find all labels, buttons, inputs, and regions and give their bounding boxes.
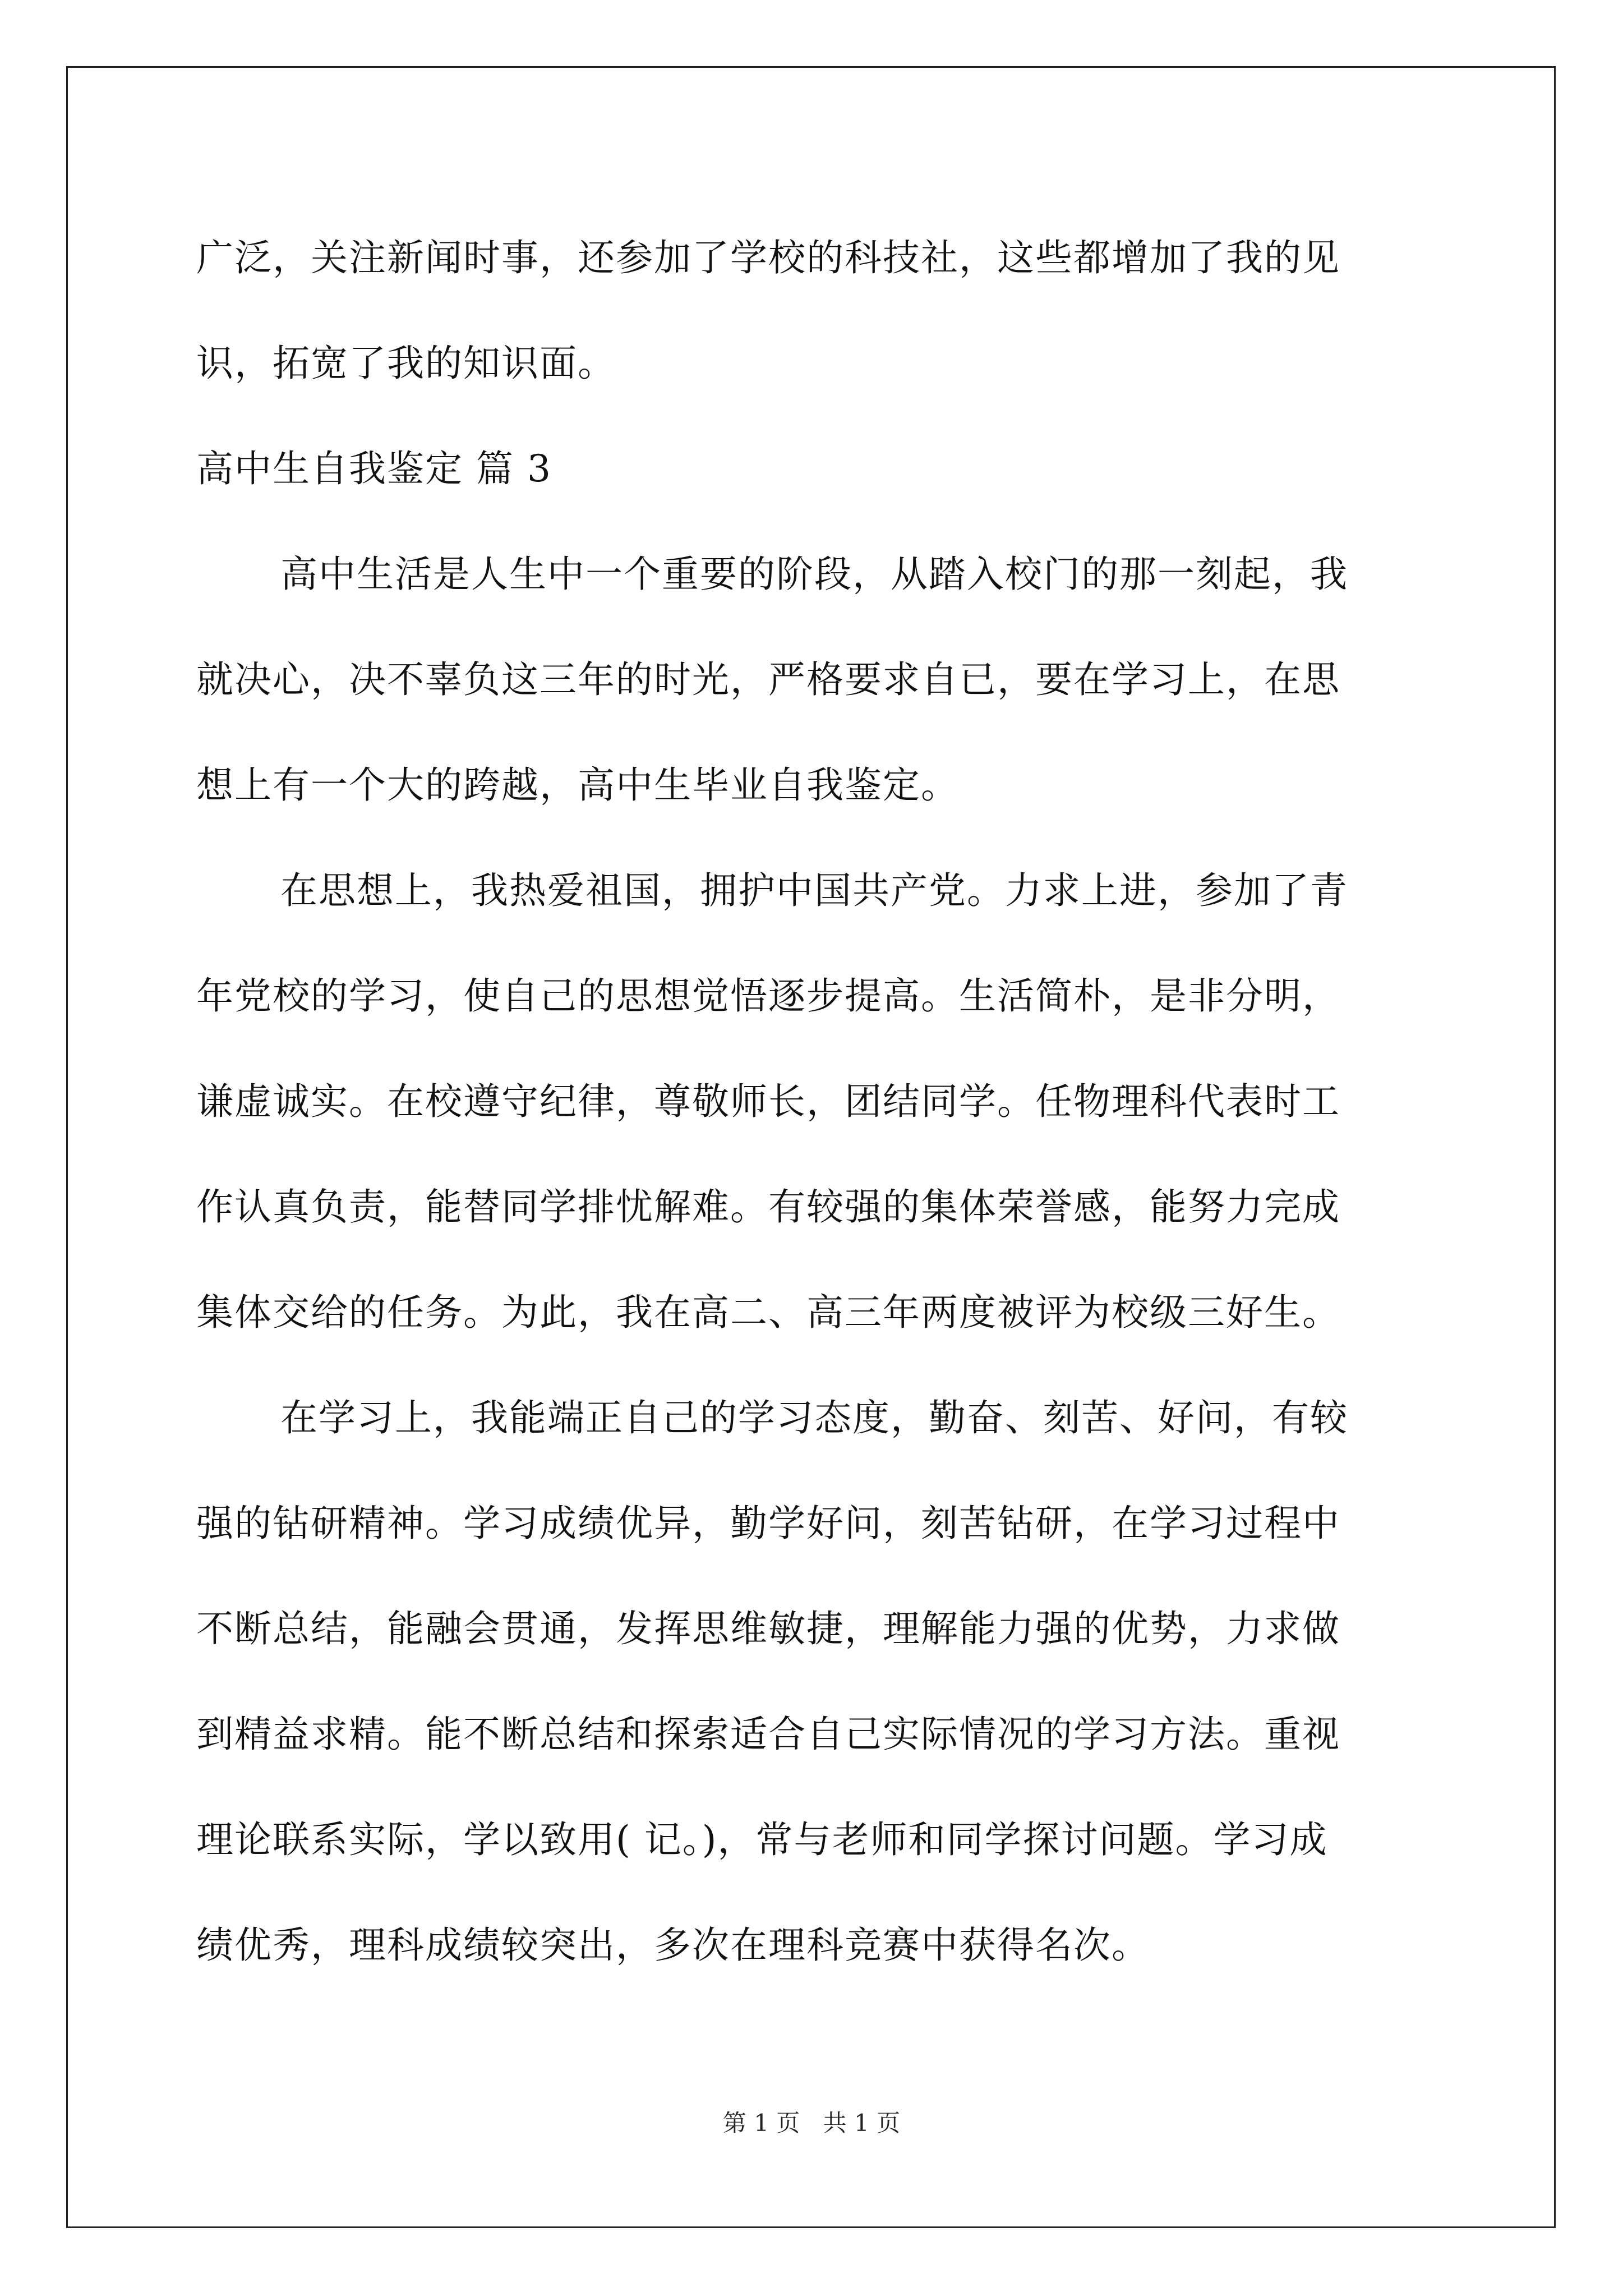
text-line: 集体交给的任务。为此，我在高二、高三年两度被评为校级三好生。 — [196, 1291, 1340, 1334]
text-line: 年党校的学习，使自己的思想觉悟逐步提高。生活简朴，是非分明， — [196, 974, 1340, 1018]
text-line: 理论联系实际，学以致用( 记。)，常与老师和同学探讨问题。学习成 — [196, 1818, 1328, 1861]
page-number: 第 1 页 — [722, 2109, 800, 2137]
text-line: 就决心，决不辜负这三年的时光，严格要求自已，要在学习上，在思 — [196, 658, 1340, 701]
section-heading: 高中生自我鉴定 篇 3 — [196, 447, 552, 490]
text-line: 作认真负责，能替同学排忧解难。有较强的集体荣誉感，能努力完成 — [196, 1185, 1340, 1228]
text-line: 强的钻研精神。学习成绩优异，勤学好问，刻苦钻研，在学习过程中 — [196, 1502, 1340, 1545]
paragraph-start-line: 在思想上，我热爱祖国，拥护中国共产党。力求上进，参加了青 — [280, 869, 1348, 912]
page-total: 共 1 页 — [823, 2109, 901, 2137]
document-body — [196, 205, 1430, 1998]
paragraph-start-line: 在学习上，我能端正自己的学习态度，勤奋、刻苦、好问，有较 — [280, 1396, 1348, 1439]
paragraph-start-line: 高中生活是人生中一个重要的阶段，从踏入校门的那一刻起，我 — [280, 553, 1348, 596]
text-line: 识，拓宽了我的知识面。 — [196, 342, 616, 385]
text-line: 想上有一个大的跨越，高中生毕业自我鉴定。 — [196, 763, 959, 807]
text-line: 到精益求精。能不断总结和探索适合自己实际情况的学习方法。重视 — [196, 1713, 1340, 1756]
text-line: 广泛，关注新闻时事，还参加了学校的科技社，这些都增加了我的见 — [196, 236, 1340, 279]
text-line: 谦虚诚实。在校遵守纪律，尊敬师长，团结同学。任物理科代表时工 — [196, 1080, 1340, 1123]
text-line: 不断总结，能融会贯通，发挥思维敏捷，理解能力强的优势，力求做 — [196, 1607, 1340, 1650]
page-footer — [0, 2106, 1623, 2140]
text-line: 绩优秀，理科成绩较突出，多次在理科竞赛中获得名次。 — [196, 1924, 1150, 1967]
